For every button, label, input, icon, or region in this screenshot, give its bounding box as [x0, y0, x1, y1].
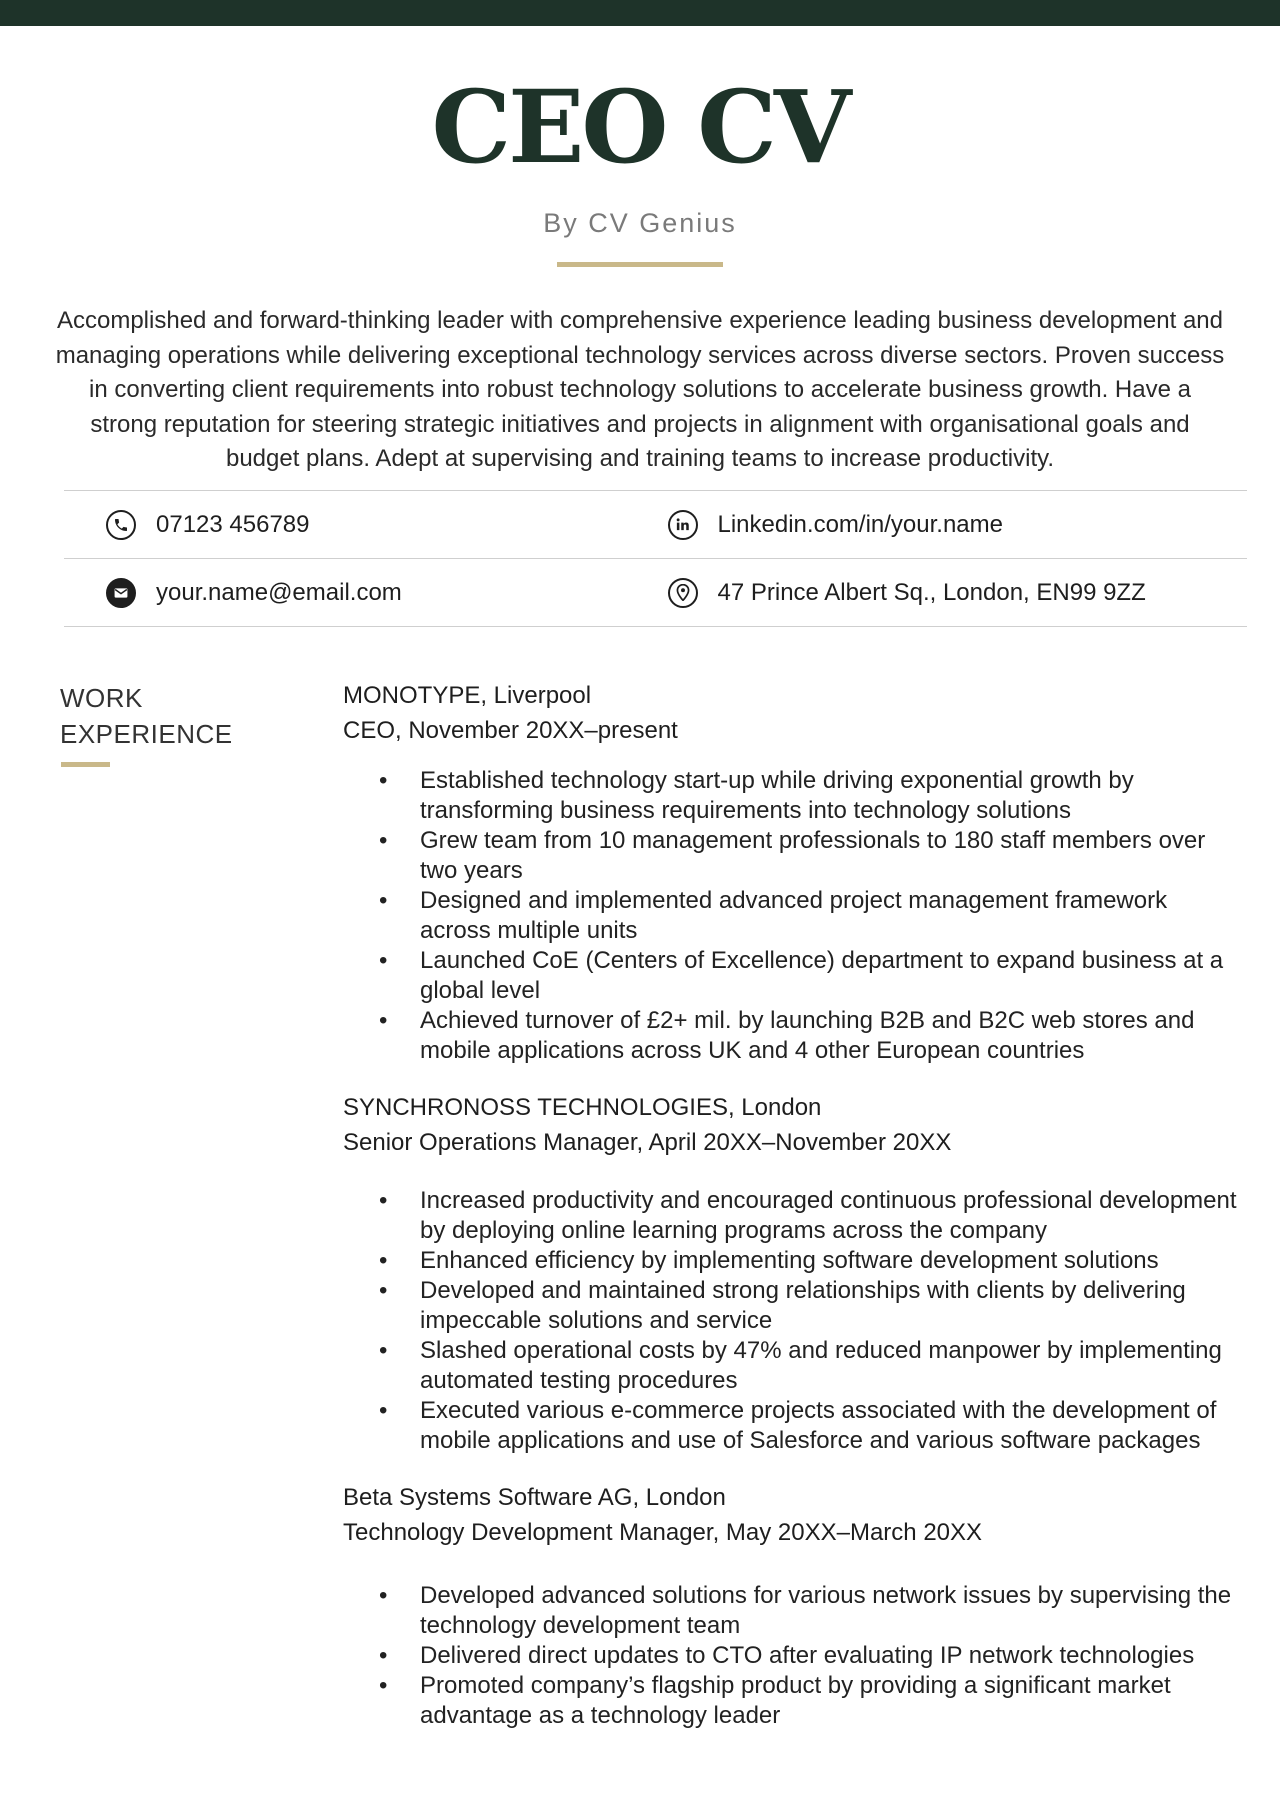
heading-line: WORK: [60, 683, 143, 713]
work-experience-heading: [60, 680, 300, 752]
job-role: Technology Development Manager, May 20XX–March 20XX: [343, 1518, 983, 1546]
phone-icon: [106, 510, 136, 540]
bullet-item: • Increased productivity and encouraged continuous professional development by deploying online learning programs across the company: [343, 1186, 1243, 1246]
job-role: CEO, November 20XX–present: [343, 716, 678, 744]
profile-summary: Accomplished and forward-thinking leader with comprehensive experience leading business development and managing operations while delivering exceptional technology services across diverse sectors. Proven success in converting client requirements into robust technology solutions to accelerate business growth. Have a strong reputation for steering strategic initiatives and projects in alignment with organisational goals and budget plans. Adept at supervising and training teams to increase productivity.: [55, 307, 1225, 472]
cv-title: CEO CV: [431, 68, 849, 186]
contact-details: [64, 490, 1247, 627]
contact-email: [64, 559, 656, 626]
bullet-item: • Grew team from 10 management professionals to 180 staff members over two years: [343, 826, 1243, 886]
cv-subtitle: By CV Genius: [543, 208, 737, 238]
job-entry: [343, 1091, 1243, 1456]
bullet-item: • Enhanced efficiency by implementing software development solutions: [343, 1246, 1243, 1276]
bullet-item: • Executed various e-commerce projects associated with the development of mobile applications and use of Salesforce and various software packages: [343, 1396, 1243, 1456]
job-achievements: [343, 1186, 1243, 1456]
email-address[interactable]: your.name@email.com: [156, 578, 402, 606]
top-color-bar: [0, 0, 1280, 26]
heading-line: EXPERIENCE: [60, 719, 233, 749]
bullet-item: • Delivered direct updates to CTO after evaluating IP network technologies: [343, 1641, 1243, 1671]
bullet-item: • Designed and implemented advanced project management framework across multiple units: [343, 886, 1243, 946]
job-achievements: [343, 766, 1243, 1066]
job-company: SYNCHRONOSS TECHNOLOGIES, London: [343, 1094, 822, 1121]
job-entry: [343, 679, 1243, 1066]
job-role: Senior Operations Manager, April 20XX–November 20XX: [343, 1128, 952, 1156]
job-entry: [343, 1481, 1243, 1731]
linkedin-icon: [668, 510, 698, 540]
contact-address: [656, 559, 1248, 626]
bullet-item: • Slashed operational costs by 47% and reduced manpower by implementing automated testing procedures: [343, 1336, 1243, 1396]
bullet-item: • Launched CoE (Centers of Excellence) department to expand business at a global level: [343, 946, 1243, 1006]
map-pin-icon: [668, 578, 698, 608]
phone-number[interactable]: 07123 456789: [156, 510, 310, 538]
job-company: MONOTYPE, Liverpool: [343, 682, 592, 709]
section-divider: [61, 762, 110, 767]
job-achievements: [343, 1581, 1243, 1731]
contact-row: [64, 491, 1247, 559]
bullet-item: • Developed advanced solutions for various network issues by supervising the technology development team: [343, 1581, 1243, 1641]
contact-phone: [64, 491, 656, 558]
bullet-item: • Promoted company’s flagship product by providing a significant market advantage as a technology leader: [343, 1671, 1243, 1731]
contact-row: [64, 559, 1247, 627]
job-company: Beta Systems Software AG, London: [343, 1484, 726, 1511]
job-list: [343, 679, 1243, 1731]
bullet-item: • Established technology start-up while driving exponential growth by transforming business requirements into technology solutions: [343, 766, 1243, 826]
contact-linkedin: [656, 491, 1248, 558]
linkedin-url[interactable]: Linkedin.com/in/your.name: [717, 510, 1003, 538]
postal-address: 47 Prince Albert Sq., London, EN99 9ZZ: [717, 578, 1146, 606]
bullet-item: • Developed and maintained strong relationships with clients by delivering impeccable solutions and service: [343, 1276, 1243, 1336]
title-divider: [557, 262, 723, 267]
bullet-item: • Achieved turnover of £2+ mil. by launching B2B and B2C web stores and mobile applications across UK and 4 other European countries: [343, 1006, 1243, 1066]
envelope-icon: [106, 578, 136, 608]
